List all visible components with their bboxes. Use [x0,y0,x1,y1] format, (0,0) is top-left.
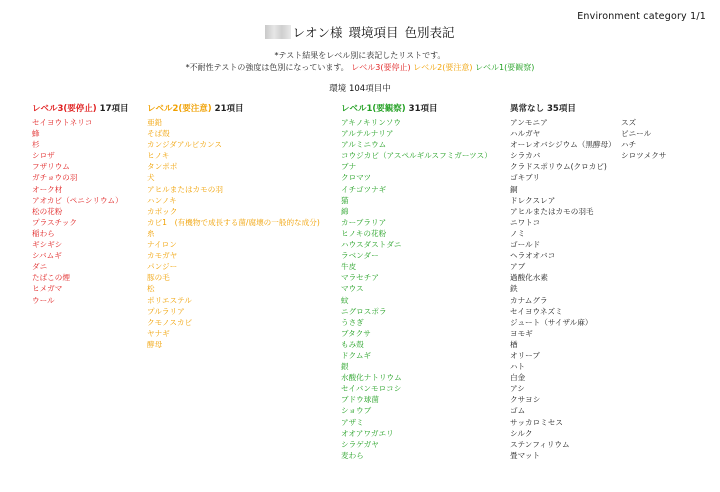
list-item: ポリエステル [147,295,192,305]
list-item: ブナ [341,162,357,172]
list-item: 畳マット [510,450,541,460]
page-label: Environment category 1/1 [577,11,706,22]
list-item: クロマツ [341,173,372,183]
redacted-name [265,25,291,39]
list-item: 猫 [341,195,349,205]
list-item: 水酸化ナトリウム [341,373,402,383]
list-item: アルテルナリア [341,129,394,139]
list-item: 糸 [147,228,155,238]
list-item: 犬 [147,173,155,183]
list-item: ニワトコ [510,217,541,227]
column-label: レベル3(要停止) [32,104,97,114]
list-item: もみ殻 [341,339,364,349]
list-item: ドクムギ [341,350,372,360]
item-list-level1 [341,117,492,461]
note-level3: レベル3(要停止) [351,63,411,72]
list-item: アシ [510,384,525,394]
item-list-normal [510,117,616,461]
column-level2 [147,103,320,350]
list-item: ブタクサ [341,328,371,338]
note-level2: レベル2(要注意) [413,63,473,72]
list-item: ハウスダストダニ [341,240,402,250]
list-item: カンジダアルビカンス [147,140,222,150]
note-line-2 [0,62,720,73]
list-item: アブ [510,262,526,272]
list-item: 白金 [510,373,526,383]
note-level1: レベル1(要観察) [475,63,535,72]
list-item: シバムギ [32,251,62,261]
list-item: ハト [510,362,526,372]
list-item: うさぎ [341,317,364,327]
list-item: ショウブ [341,406,372,416]
list-item: 牛皮 [341,262,357,272]
list-item: 過酸化水素 [510,273,548,283]
list-item: 蜂 [32,129,40,139]
list-item: セイヨウネズミ [510,306,563,316]
list-item: シロツメクサ [621,151,667,161]
total-count: 環境 104項目中 [329,84,391,94]
list-item: マラセチア [341,273,379,283]
list-item: ヒメガマ [32,284,63,294]
list-item: シロザ [32,151,55,161]
column-level3 [32,103,129,306]
list-item: プラスチック [32,217,77,227]
column-header-normal [510,103,616,117]
list-item: クサヨシ [510,395,541,405]
list-item: たばこの煙 [32,273,70,283]
list-item: 松 [147,284,155,294]
list-item: ウール [32,295,55,305]
list-item: フザリウム [32,162,70,172]
list-item: ハンノキ [147,195,177,205]
list-item: コウジカビ（アスペルギルスフミガーツス） [341,151,492,161]
note-line-1: *テスト結果をレベル別に表記したリストです。 [274,51,446,60]
list-item: ヨモギ [510,328,533,338]
list-item: ドレクスレア [510,195,556,205]
list-item: ヘラオオバコ [510,251,556,261]
list-item: クラドスポリウム(クロカビ) [510,162,607,172]
list-item: アヒルまたはカモの羽毛 [510,206,594,216]
list-item: カモガヤ [147,251,178,261]
column-normal [510,103,616,461]
list-item: ノミ [510,228,526,238]
list-item: ヤナギ [147,328,170,338]
column-header-level3 [32,103,129,117]
list-item: アンモニア [510,118,548,127]
list-item: 鉄 [510,284,518,294]
list-item: セイヨウトネリコ [32,118,93,127]
list-item: カポック [147,206,178,216]
list-item: ハチ [621,140,637,150]
list-item: スズ [621,118,637,127]
list-item: 銀 [341,362,349,372]
list-item: 銅 [510,184,518,194]
list-item: カナムグラ [510,295,548,305]
list-item: ニグロスポラ [341,306,387,316]
list-item: ダニ [32,262,48,272]
list-item: ガチョウの羽 [32,173,78,183]
list-item: 亜鉛 [147,118,163,127]
list-item: シラゲガヤ [341,439,379,449]
title-part1: 環境項目 [348,25,399,40]
column-count: 17項目 [99,104,129,114]
list-item: タンポポ [147,162,178,172]
list-item: オーク材 [32,184,63,194]
list-item: ゴールド [510,240,541,250]
list-item: 稲わら [32,228,55,238]
item-list-level2 [147,117,320,350]
list-item: サッカロミセス [510,417,564,427]
note-prefix: *不耐性テストの強度は色別になっています。 [185,63,349,72]
list-item: ギシギシ [32,240,63,250]
list-item: 松の花粉 [32,206,63,216]
list-item: ヒノキ [147,151,170,161]
list-item: ゴキブリ [510,173,541,183]
list-item: アザミ [341,417,364,427]
list-item: ラベンダー [341,251,379,261]
list-item: 綿 [341,206,349,216]
list-item: オーレオバシジウム（黒酵母） [510,140,616,150]
list-item: アヒルまたはカモの羽 [147,184,223,194]
list-item: ステンフィリウム [510,439,570,449]
column-label: レベル2(要注意) [147,104,212,114]
list-item: ナイロン [147,240,177,250]
list-item: 蚊 [341,295,349,305]
list-item: カーブラリア [341,217,387,227]
list-item: ハルガヤ [510,129,541,139]
list-item: シルク [510,428,533,438]
column-count: 21項目 [214,104,244,114]
list-item: パンジー [147,262,178,272]
column-count: 31項目 [408,104,438,114]
list-item: イチゴツナギ [341,184,387,194]
column-label: レベル1(要観察) [341,104,406,114]
item-list-level3 [32,117,129,306]
list-item: プルラリア [147,306,185,316]
list-item: オリーブ [510,350,540,360]
list-item: オオアワガエリ [341,428,394,438]
title-part2: 色別表記 [404,25,455,40]
list-item: ゴム [510,406,526,416]
column-header-level2 [147,103,320,117]
list-item: 豚の毛 [147,273,170,283]
list-item: 麦わら [341,450,364,460]
list-item: アオカビ（ペニシリウム） [32,195,123,205]
column-normal-continued [621,117,666,161]
list-item: アキノキリンソウ [341,118,401,127]
list-item: シラカバ [510,151,541,161]
list-item: ブドウ球菌 [341,395,379,405]
list-item: クモノスカビ [147,317,193,327]
list-item: 杉 [32,140,40,150]
list-item: カビ1 (有機物で成長する菌/腐壊の一般的な成分) [147,217,320,227]
list-item: マウス [341,284,364,294]
document-title [0,23,720,41]
column-label: 異常なし [510,104,545,114]
list-item: そば殻 [147,129,170,139]
list-item: セイバンモロコシ [341,384,402,394]
column-level1 [341,103,492,461]
list-item: 酵母 [147,339,163,349]
item-list-normal-continued [621,117,666,161]
title-name-suffix: レオン様 [292,25,343,40]
column-count: 35項目 [546,104,576,114]
list-item: 楢 [510,339,518,349]
column-header-level1 [341,103,492,117]
list-item: ヒノキの花粉 [341,228,387,238]
list-item: ビニール [621,129,652,139]
list-item: アルミニウム [341,140,387,150]
list-item: ジュート（サイザル麻） [510,317,593,327]
